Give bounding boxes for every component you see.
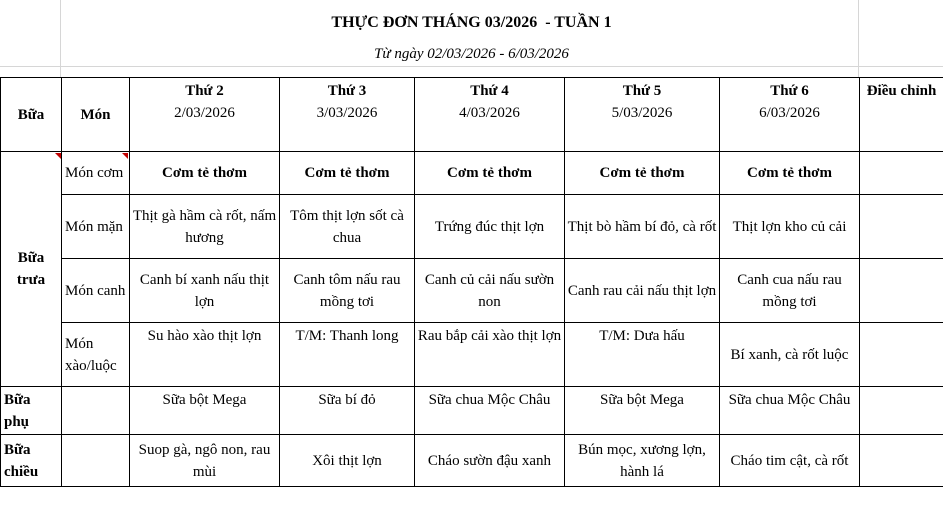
day-name: Thứ 3 xyxy=(327,83,367,99)
header-day[interactable] xyxy=(130,78,280,152)
header-meal[interactable]: Bữa xyxy=(1,78,62,152)
comment-marker-icon[interactable] xyxy=(122,153,128,159)
table-row xyxy=(1,259,943,323)
meal-label-afternoon[interactable]: Bữa chiều xyxy=(1,435,62,487)
menu-cell[interactable]: Thịt bò hầm bí đỏ, cà rốt xyxy=(565,195,720,259)
meal-label-snack[interactable]: Bữa phụ xyxy=(1,387,62,435)
sheet-gridline-v xyxy=(60,0,61,78)
menu-cell[interactable]: Sữa bột Mega xyxy=(130,387,280,435)
menu-cell[interactable]: Canh cua nấu rau mồng tơi xyxy=(720,259,860,323)
menu-cell[interactable]: Canh củ cải nấu sườn non xyxy=(415,259,565,323)
menu-cell[interactable]: Sữa chua Mộc Châu xyxy=(415,387,565,435)
sheet-gridline xyxy=(0,66,943,67)
menu-cell[interactable]: Cơm tẻ thơm xyxy=(415,152,565,195)
table-row xyxy=(1,323,943,387)
header-adjust[interactable]: Điều chỉnh xyxy=(860,78,943,152)
menu-cell[interactable]: Cơm tẻ thơm xyxy=(130,152,280,195)
header-day[interactable] xyxy=(720,78,860,152)
table-row xyxy=(1,195,943,259)
menu-title xyxy=(0,0,943,46)
date-range: Từ ngày 02/03/2026 - 6/03/2026 xyxy=(374,46,569,62)
adjust-cell[interactable] xyxy=(860,435,943,487)
menu-cell[interactable]: Sữa bí đỏ xyxy=(280,387,415,435)
dish-label[interactable]: Món mặn xyxy=(62,195,130,259)
sheet-gridline-v xyxy=(858,0,859,78)
dish-label[interactable]: Món canh xyxy=(62,259,130,323)
day-date: 3/03/2026 xyxy=(316,105,378,121)
table-row xyxy=(1,435,943,487)
menu-cell[interactable]: Cháo tim cật, cà rốt xyxy=(720,435,860,487)
adjust-cell[interactable] xyxy=(860,152,943,195)
menu-cell[interactable]: Su hào xào thịt lợn xyxy=(130,323,280,387)
menu-title-main: THỰC ĐƠN THÁNG 03/2026 xyxy=(331,14,538,31)
header-day[interactable] xyxy=(565,78,720,152)
day-name: Thứ 4 xyxy=(470,83,509,99)
menu-cell[interactable]: Cơm tẻ thơm xyxy=(280,152,415,195)
adjust-cell[interactable] xyxy=(860,387,943,435)
menu-cell[interactable]: T/M: Thanh long xyxy=(280,323,415,387)
header-day[interactable] xyxy=(280,78,415,152)
day-date: 4/03/2026 xyxy=(459,105,520,121)
comment-marker-icon[interactable] xyxy=(55,153,61,159)
header-row xyxy=(1,78,943,152)
menu-cell[interactable]: Tôm thịt lợn sốt cà chua xyxy=(280,195,415,259)
menu-cell[interactable]: Rau bắp cải xào thịt lợn xyxy=(415,323,565,387)
header-day[interactable] xyxy=(415,78,565,152)
day-date: 5/03/2026 xyxy=(611,105,673,121)
menu-cell[interactable]: Bí xanh, cà rốt luộc xyxy=(720,323,860,387)
menu-cell[interactable]: Xôi thịt lợn xyxy=(280,435,415,487)
menu-title-week: - TUẦN 1 xyxy=(545,14,612,31)
header-dish[interactable]: Món xyxy=(62,78,130,152)
day-date: 2/03/2026 xyxy=(174,105,235,121)
menu-cell[interactable]: Bún mọc, xương lợn, hành lá xyxy=(565,435,720,487)
table-row xyxy=(1,152,943,195)
adjust-cell[interactable] xyxy=(860,259,943,323)
adjust-cell[interactable] xyxy=(860,195,943,259)
menu-cell[interactable]: Cơm tẻ thơm xyxy=(565,152,720,195)
dish-label[interactable]: Món xào/luộc xyxy=(62,323,130,387)
dish-label[interactable] xyxy=(62,435,130,487)
menu-cell[interactable]: Trứng đúc thịt lợn xyxy=(415,195,565,259)
menu-cell[interactable]: Canh rau cải nấu thịt lợn xyxy=(565,259,720,323)
day-name: Thứ 2 xyxy=(185,83,224,99)
meal-label-lunch[interactable]: Bữa trưa xyxy=(1,152,62,387)
adjust-cell[interactable] xyxy=(860,323,943,387)
menu-cell[interactable]: Canh bí xanh nấu thịt lợn xyxy=(130,259,280,323)
menu-cell[interactable]: Thịt gà hầm cà rốt, nấm hương xyxy=(130,195,280,259)
menu-cell[interactable]: Canh tôm nấu rau mồng tơi xyxy=(280,259,415,323)
day-name: Thứ 5 xyxy=(622,83,662,99)
day-name: Thứ 6 xyxy=(770,83,809,99)
menu-cell[interactable]: Suop gà, ngô non, rau mùi xyxy=(130,435,280,487)
menu-cell[interactable]: Sữa chua Mộc Châu xyxy=(720,387,860,435)
menu-cell[interactable]: Sữa bột Mega xyxy=(565,387,720,435)
table-row xyxy=(1,387,943,435)
menu-cell[interactable]: Cơm tẻ thơm xyxy=(720,152,860,195)
dish-label[interactable]: Món cơm xyxy=(62,152,130,195)
dish-label[interactable] xyxy=(62,387,130,435)
day-date: 6/03/2026 xyxy=(759,105,820,121)
menu-table xyxy=(0,77,943,487)
menu-cell[interactable]: T/M: Dưa hấu xyxy=(565,323,720,387)
menu-cell[interactable]: Thịt lợn kho củ cải xyxy=(720,195,860,259)
menu-cell[interactable]: Cháo sườn đậu xanh xyxy=(415,435,565,487)
